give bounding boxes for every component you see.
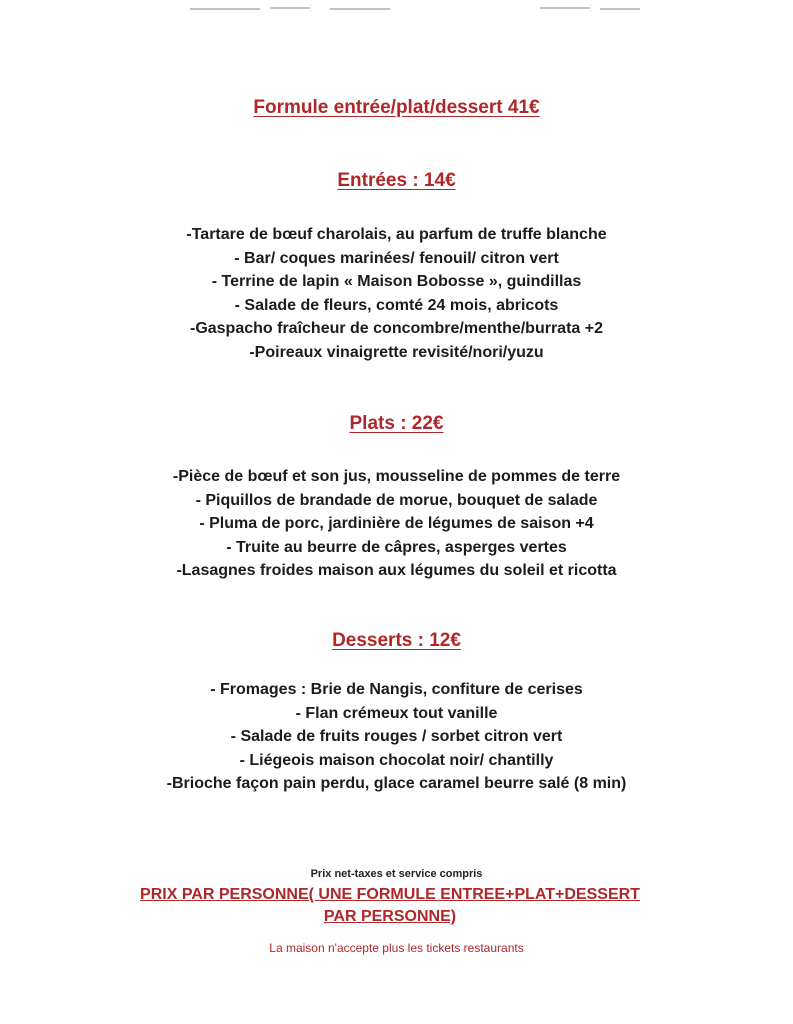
formule-title: Formule entrée/plat/dessert 41€ [253, 97, 540, 118]
plats-list [0, 465, 793, 583]
entrees-list [0, 223, 793, 364]
list-item: - Terrine de lapin « Maison Bobosse », guindillas [211, 273, 582, 290]
per-person-line-1: PRIX PAR PERSONNE( UNE FORMULE ENTREE+PLAT+DESSERT [140, 886, 640, 903]
plats-title: Plats : 22€ [349, 413, 444, 434]
desserts-list [0, 678, 793, 796]
list-item: - Flan crémeux tout vanille [295, 704, 498, 722]
list-item: -Poireaux vinaigrette revisité/nori/yuzu [249, 343, 544, 361]
list-item: - Fromages : Brie de Nangis, confiture de cerises [210, 681, 583, 698]
list-item: - Truite au beurre de câpres, asperges vertes [226, 538, 567, 556]
list-item: -Pièce de bœuf et son jus, mousseline de pommes de terre [172, 468, 621, 485]
list-item: - Piquillos de brandade de morue, bouquet de salade [195, 491, 598, 509]
list-item: - Pluma de porc, jardinière de légumes de saison +4 [199, 515, 594, 532]
entrees-title: Entrées : 14€ [337, 170, 456, 191]
list-item: -Gaspacho fraîcheur de concombre/menthe/burrata +2 [189, 320, 603, 337]
list-item: - Bar/ coques marinées/ fenouil/ citron vert [234, 249, 559, 267]
per-person-line-2: PAR PERSONNE) [323, 908, 457, 925]
tickets-note: La maison n'accepte plus les tickets restaurants [269, 941, 524, 955]
per-person-note [90, 884, 690, 928]
list-item: - Salade de fruits rouges / sorbet citron vert [230, 728, 563, 745]
desserts-title: Desserts : 12€ [332, 630, 461, 651]
list-item: - Salade de fleurs, comté 24 mois, abricots [234, 296, 559, 314]
list-item: -Tartare de bœuf charolais, au parfum de truffe blanche [186, 226, 607, 243]
tax-note: Prix net-taxes et service compris [310, 868, 483, 880]
list-item: -Lasagnes froides maison aux légumes du soleil et ricotta [176, 562, 617, 579]
list-item: - Liégeois maison chocolat noir/ chantilly [239, 751, 554, 769]
list-item: -Brioche façon pain perdu, glace caramel beurre salé (8 min) [166, 775, 627, 792]
